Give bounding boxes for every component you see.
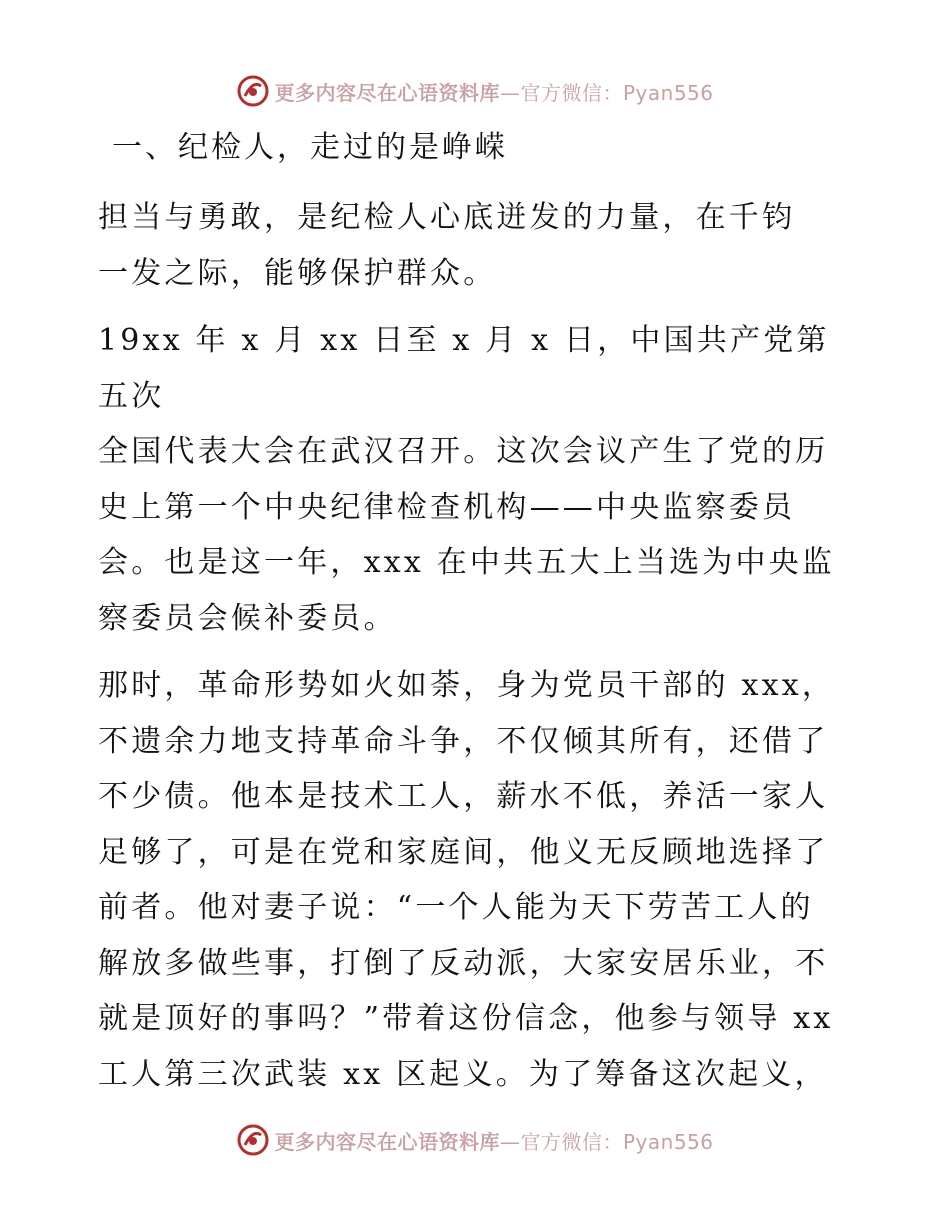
brand-logo-icon	[236, 74, 270, 108]
section-heading: 一、纪检人，走过的是峥嵘	[112, 130, 508, 165]
header-watermark	[0, 71, 950, 111]
paragraph-3: 那时，革命形势如火如荼，身为党员干部的 xxx， 不遗余力地支持革命斗争，不仅倾其所有，还借了 不少债。他本是技术工人，薪水不低，养活一家人 足够了，可是在党和家庭间，他义无反顾地选择了 前者。他对妻子说：“一个人能为天下劳苦工人的 解放多做些事，打倒了反动派，大家安居乐业，不 就是顶好的事吗？”带着这份信念，他参与领导 xx 工人第三次武装 xx 区起义。为了筹备这次起义，	[98, 668, 836, 1092]
brand-logo-icon	[236, 1123, 270, 1157]
paragraph-1: 担当与勇敢，是纪检人心底迸发的力量，在千钧 一发之际，能够保护群众。	[98, 200, 796, 291]
watermark-text: 更多内容尽在心语资料库—官方微信：Pyan556	[274, 80, 714, 105]
document-body	[98, 120, 858, 1114]
footer-watermark	[0, 1120, 950, 1160]
paragraph-2: 19xx 年 x 月 xx 日至 x 月 x 日，中国共产党第五次 全国代表大会在武汉召开。这次会议产生了党的历 史上第一个中央纪律检查机构——中央监察委员 会。也是这一年，xxx 在中共五大上当选为中央监 察委员会候补委员。	[98, 323, 836, 636]
watermark-text: 更多内容尽在心语资料库—官方微信：Pyan556	[274, 1129, 714, 1154]
